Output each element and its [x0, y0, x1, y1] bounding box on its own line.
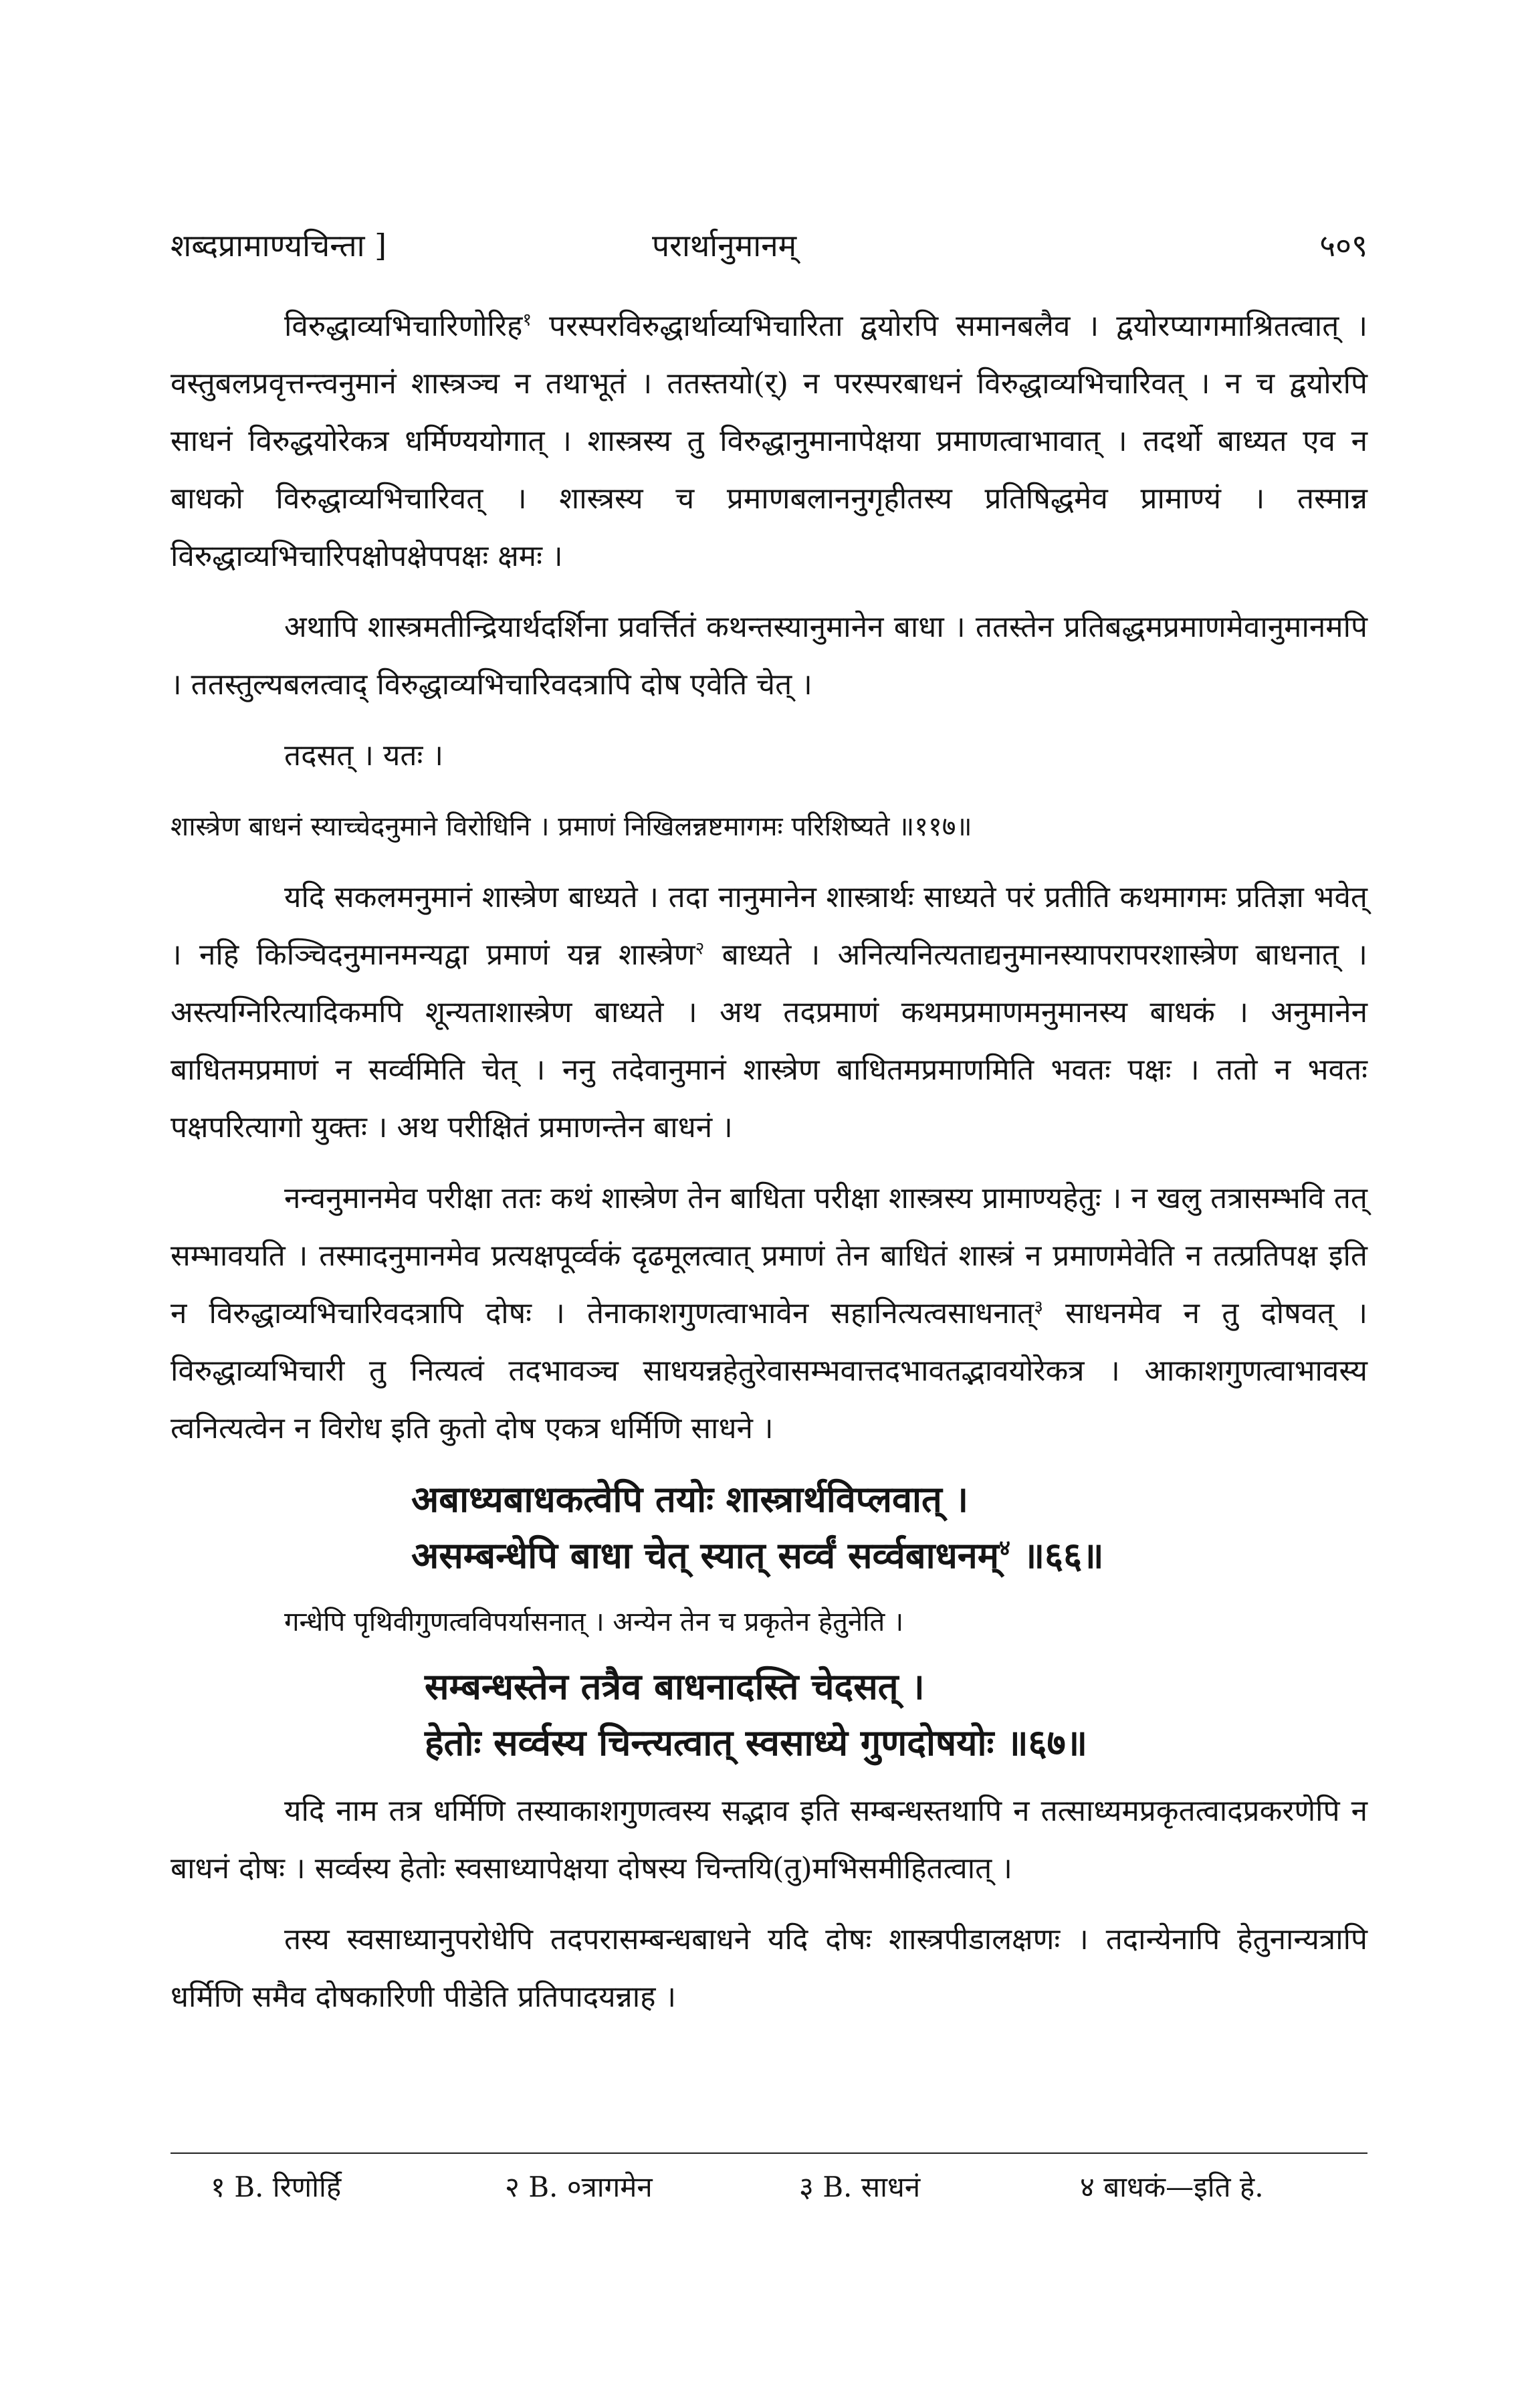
page-number: ५०९ [1319, 227, 1367, 264]
verse-66 [171, 1471, 1367, 1583]
verse-66-line-1: अबाध्यबाधकत्वेपि तयोः शास्त्रार्थविप्लवात् । [411, 1478, 969, 1520]
verse-67-line-1: सम्बन्धस्तेन तत्रैव बाधनादस्ति चेदसत् । [425, 1665, 925, 1708]
footnote-3: ३ B. साधनं [799, 2171, 921, 2203]
verse-67 [171, 1658, 1367, 1771]
footnote-mark-2: २ [695, 938, 705, 959]
paragraph-5: नन्वनुमानमेव परीक्षा ततः कथं शास्त्रेण तेन बाधिता परीक्षा शास्त्रस्य प्रामाण्यहेतुः । न खलु तत्रासम्भवि तत् सम्भावयति । तस्मादनुमानमेव प्रत्यक्षपूर्व्वकं दृढमूलत्वात् प्रमाणं तेन बाधितं शास्त्रं न प्रमाणमेवेति न तत्प्रतिपक्ष इति न विरुद्धाव्यभिचारिवदत्रापि दोषः । तेनाकाशगुणत्वाभावेन सहानित्यत्वसाधनात्$^३$ साधनमेव न तु दोषवत् । विरुद्धाव्यभिचारी तु नित्यत्वं तदभावञ्च साधयन्नहेतुरेवासम्भवात्तदभावतद्भावयोरेकत्र । आकाशगुणत्वाभावस्य त्वनित्यत्वेन न विरोध इति कुतो दोष एकत्र धर्मिणि साधने । [171, 1181, 1367, 1445]
footnote-mark-1: १ [522, 309, 532, 330]
paragraph-2: अथापि शास्त्रमतीन्द्रियार्थदर्शिना प्रवर्त्तितं कथन्तस्यानुमानेन बाधा । ततस्तेन प्रतिबद्धमप्रमाणमेवानुमानमपि । ततस्तुल्यबलत्वाद् विरुद्धाव्यभिचारिवदत्रापि दोष एवेति चेत् । [171, 610, 1367, 702]
verse-66-line-2: असम्बन्धेपि बाधा चेत् स्यात् सर्व्वं सर्व्वबाधनम्$^४$ ॥६६॥ [411, 1534, 1104, 1577]
paragraph-7: तस्य स्वसाध्यानुपरोधेपि तदपरासम्बन्धबाधने यदि दोषः शास्त्रपीडालक्षणः । तदान्येनापि हेतुनान्यत्रापि धर्मिणि समैव दोषकारिणी पीडेति प्रतिपादयन्नाह । [171, 1922, 1367, 2014]
paragraph-6: यदि नाम तत्र धर्मिणि तस्याकाशगुणत्वस्य सद्भाव इति सम्बन्धस्तथापि न तत्साध्यमप्रकृतत्वादप्रकरणेपि न बाधनं दोषः । सर्व्वस्य हेतोः स्वसाध्यापेक्षया दोषस्य चिन्तयि(तु)मभिसमीहितत्वात् । [171, 1794, 1367, 1886]
verse-67-line-2: हेतोः सर्व्वस्य चिन्त्यत्वात् स्वसाध्ये गुणदोषयोः ॥६७॥ [425, 1721, 1088, 1764]
gloss-line: गन्धेपि पृथिवीगुणत्वविपर्यासनात् । अन्येन तेन च प्रकृतेन हेतुनेति । [284, 1607, 904, 1637]
verse-117: शास्त्रेण बाधनं स्याच्चेदनुमाने विरोधिनि । प्रमाणं निखिलन्नष्टमागमः परिशिष्यते ॥११७॥ [171, 811, 972, 842]
footnote-4: ४ बाधकं—इति हे. [1080, 2171, 1264, 2203]
footnote-mark-3: ३ [1034, 1296, 1043, 1318]
footnote-divider [171, 2152, 1367, 2154]
running-head [171, 224, 1367, 271]
footnote-2: २ B. ०त्रागमेन [505, 2171, 653, 2203]
footnotes [171, 2167, 1367, 2214]
footnote-1: १ B. रिणोर्हि [211, 2171, 342, 2203]
page-body [171, 298, 1367, 2039]
paragraph-3: तदसत् । यतः । [284, 738, 444, 773]
paragraph-1: विरुद्धाव्यभिचारिणोरिह$^१$ परस्परविरुद्धार्थाव्यभिचारिता द्वयोरपि समानबलैव । द्वयोरप्यागमाश्रितत्वात् । वस्तुबलप्रवृत्तन्त्वनुमानं शास्त्रञ्च न तथाभूतं । ततस्तयो(र्) न परस्परबाधनं विरुद्धाव्यभिचारिवत् । न च द्वयोरपि साधनं विरुद्धयोरेकत्र धर्मिण्ययोगात् । शास्त्रस्य तु विरुद्धानुमानापेक्षया प्रमाणत्वाभावात् । तदर्थो बाध्यत एव न बाधको विरुद्धाव्यभिचारिवत् । शास्त्रस्य च प्रमाणबलाननुगृहीतस्य प्रतिषिद्धमेव प्रामाण्यं । तस्मान्न विरुद्धाव्यभिचारिपक्षोपक्षेपपक्षः क्षमः । [171, 309, 1367, 573]
paragraph-4: यदि सकलमनुमानं शास्त्रेण बाध्यते । तदा नानुमानेन शास्त्रार्थः साध्यते परं प्रतीति कथमागमः प्रतिज्ञा भवेत् । नहि किञ्चिदनुमानमन्यद्वा प्रमाणं यन्न शास्त्रेण$^२$ बाध्यते । अनित्यनित्यताद्यनुमानस्यापरापरशास्त्रेण बाधनात् । अस्त्यग्निरित्यादिकमपि शून्यताशास्त्रेण बाध्यते । अथ तदप्रमाणं कथमप्रमाणमनुमानस्य बाधकं । अनुमानेन बाधितमप्रमाणं न सर्व्वमिति चेत् । ननु तदेवानुमानं शास्त्रेण बाधितमप्रमाणमिति भवतः पक्षः । ततो न भवतः पक्षपरित्यागो युक्तः । अथ परीक्षितं प्रमाणन्तेन बाधनं । [171, 880, 1367, 1144]
footnote-mark-4: ४ [999, 1535, 1010, 1561]
chapter-title: परार्थानुमानम् [652, 227, 797, 264]
section-title: शब्दप्रामाण्यचिन्ता ] [171, 227, 387, 264]
